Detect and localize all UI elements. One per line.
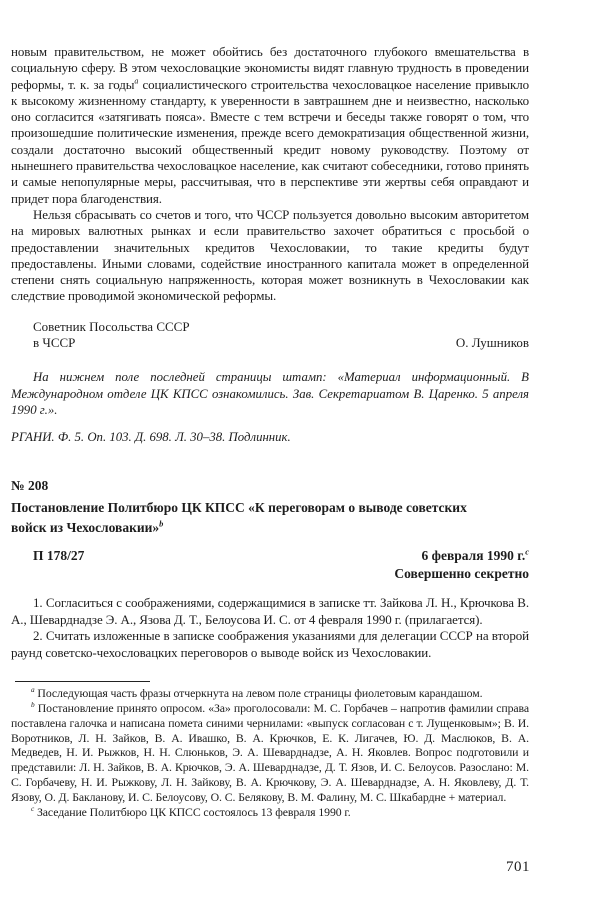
document-date-text: 6 февраля 1990 г. bbox=[421, 548, 526, 564]
memo-body bbox=[11, 44, 529, 305]
footnotes-block bbox=[11, 686, 529, 819]
footnote-c-text: Заседание Политбюро ЦК КПСС состоялось 13 февраля 1990 г. bbox=[34, 804, 351, 819]
footnote-marker-c-ref: c bbox=[525, 547, 529, 557]
footnote-b bbox=[11, 701, 529, 805]
memo-paragraph-1 bbox=[11, 44, 529, 207]
page-number: 701 bbox=[506, 859, 530, 875]
footnote-b-marker: b bbox=[31, 700, 35, 710]
protocol-number: П 178/27 bbox=[33, 548, 85, 564]
memo-paragraph-2: Нельзя сбрасывать со счетов и того, что ЧССР пользуется довольно высоким авторитетом на мировых валютных рынках и если правительство захочет обратиться с просьбой о предоставлении значительных кредитов Чехословакии, то такие кредиты будут предоставлены. Иными словами, содействие иностранного капитала может в определенной степени снять социальную напряженность, которая может возникнуть в Чехословакии как следствие проводимой экономической реформы. bbox=[11, 206, 529, 304]
memo-paragraph-1-text: новым правительством, не может обойтись без достаточного глубокого вмешательства в социальную сферу. В этом чехословацкие экономисты видят главную трудность в проведении реформы, т. к. за годы bbox=[11, 44, 529, 92]
document-title bbox=[11, 498, 486, 538]
footnote-c bbox=[11, 805, 529, 820]
footnote-a-marker: a bbox=[31, 685, 35, 695]
archival-citation: РГАНИ. Ф. 5. Оп. 103. Д. 698. Л. 30–38. Подлинник. bbox=[11, 430, 291, 445]
signature-block bbox=[11, 319, 529, 352]
footnote-a bbox=[11, 686, 529, 701]
document-title-text: Постановление Политбюро ЦК КПСС «К переговорам о выводе советских войск из Чехословакии» bbox=[11, 500, 467, 536]
footnote-marker-a-ref: a bbox=[134, 76, 139, 86]
memo-paragraph-1-continuation: социалистического строительства чехословацкое население привыкло к высокому жизненному стандарту, к уверенности в завтрашнем дне и неизвестно, насколько оно согласится «затягивать пояса». Вместе с тем встречи и беседы также говорят о том, что произошедшие политические изменения, прежде всего демократизация общественной жизни, создали достаточно высокий общественный кредит новому руководству. Поэтому от нынешнего правительства чехословацкое население, как считают собеседники, готово принять и самые непопулярные меры, рассчитывая, что в перспективе эти жертвы себя оправдают и придет пора благоденствия. bbox=[11, 76, 529, 206]
signer-role-line1: Советник Посольства СССР bbox=[33, 318, 190, 334]
signer-role-line2: в ЧССР bbox=[33, 335, 76, 351]
footnote-c-marker: c bbox=[31, 803, 35, 813]
resolution-item-2: 2. Считать изложенные в записке соображения указаниями для делегации СССР на второй раунд советско-чехословацких переговоров о выводе войск из Чехословакии. bbox=[11, 628, 529, 660]
signer-name: О. Лушников bbox=[455, 335, 529, 351]
document-date bbox=[422, 547, 529, 565]
footnote-a-text: Последующая часть фразы отчеркнута на левом поле страницы фиолетовым карандашом. bbox=[34, 686, 483, 701]
resolution-item-1: 1. Согласиться с соображениями, содержащимися в записке тт. Зайкова Л. Н., Крючкова В. А., Шеварднадзе Э. А., Язова Д. Т., Белоусова И. С. от 4 февраля 1990 г. (прилагается). bbox=[11, 595, 529, 627]
stamp-note: На нижнем поле последней страницы штамп: «Материал информационный. В Международном отделе ЦК КПСС ознакомились. Зав. Секретариатом В. Царенко. 5 апреля 1990 г.». bbox=[11, 370, 529, 417]
footnote-b-text: Постановление принято опросом. «За» проголосовали: М. С. Горбачев – напротив фамилии справа поставлена галочка и написана помета синими чернилами: «выпуск согласован с т. Лущенковым»; В. И. Воротников, Л. Н. Зайков, В. А. Ивашко, В. А. Крючков, Е. К. Лигачев, Ю. Д. Маслюков, В. А. Медведев, Н. И. Рыжков, Н. Н. Слюньков, Э. А. Шеварднадзе, А. Н. Яковлев. Вопрос подготовили и представили: Л. Н. Зайков, В. А. Крючков, Э. А. Шеварднадзе, Д. Т. Язов, И. С. Белоусов. Разослано: М. С. Горбачеву, Н. И. Рыжкову, Л. Н. Зайкову, В. А. Крючкову, Э. А. Шеварднадзе, А. Н. Яковлеву, Д. Т. Язову, О. Д. Бакланову, И. С. Белоусову, О. С. Белякову, В. М. Фалину, М. С. Шкабардне + материал. bbox=[11, 701, 529, 804]
signature-row bbox=[11, 335, 529, 351]
protocol-date-row bbox=[11, 547, 529, 565]
document-number: № 208 bbox=[11, 478, 49, 494]
footnote-marker-b-ref: b bbox=[159, 519, 164, 529]
resolution-items bbox=[11, 595, 529, 661]
secrecy-stamp: Совершенно секретно bbox=[394, 566, 529, 582]
footnote-divider bbox=[15, 681, 150, 682]
